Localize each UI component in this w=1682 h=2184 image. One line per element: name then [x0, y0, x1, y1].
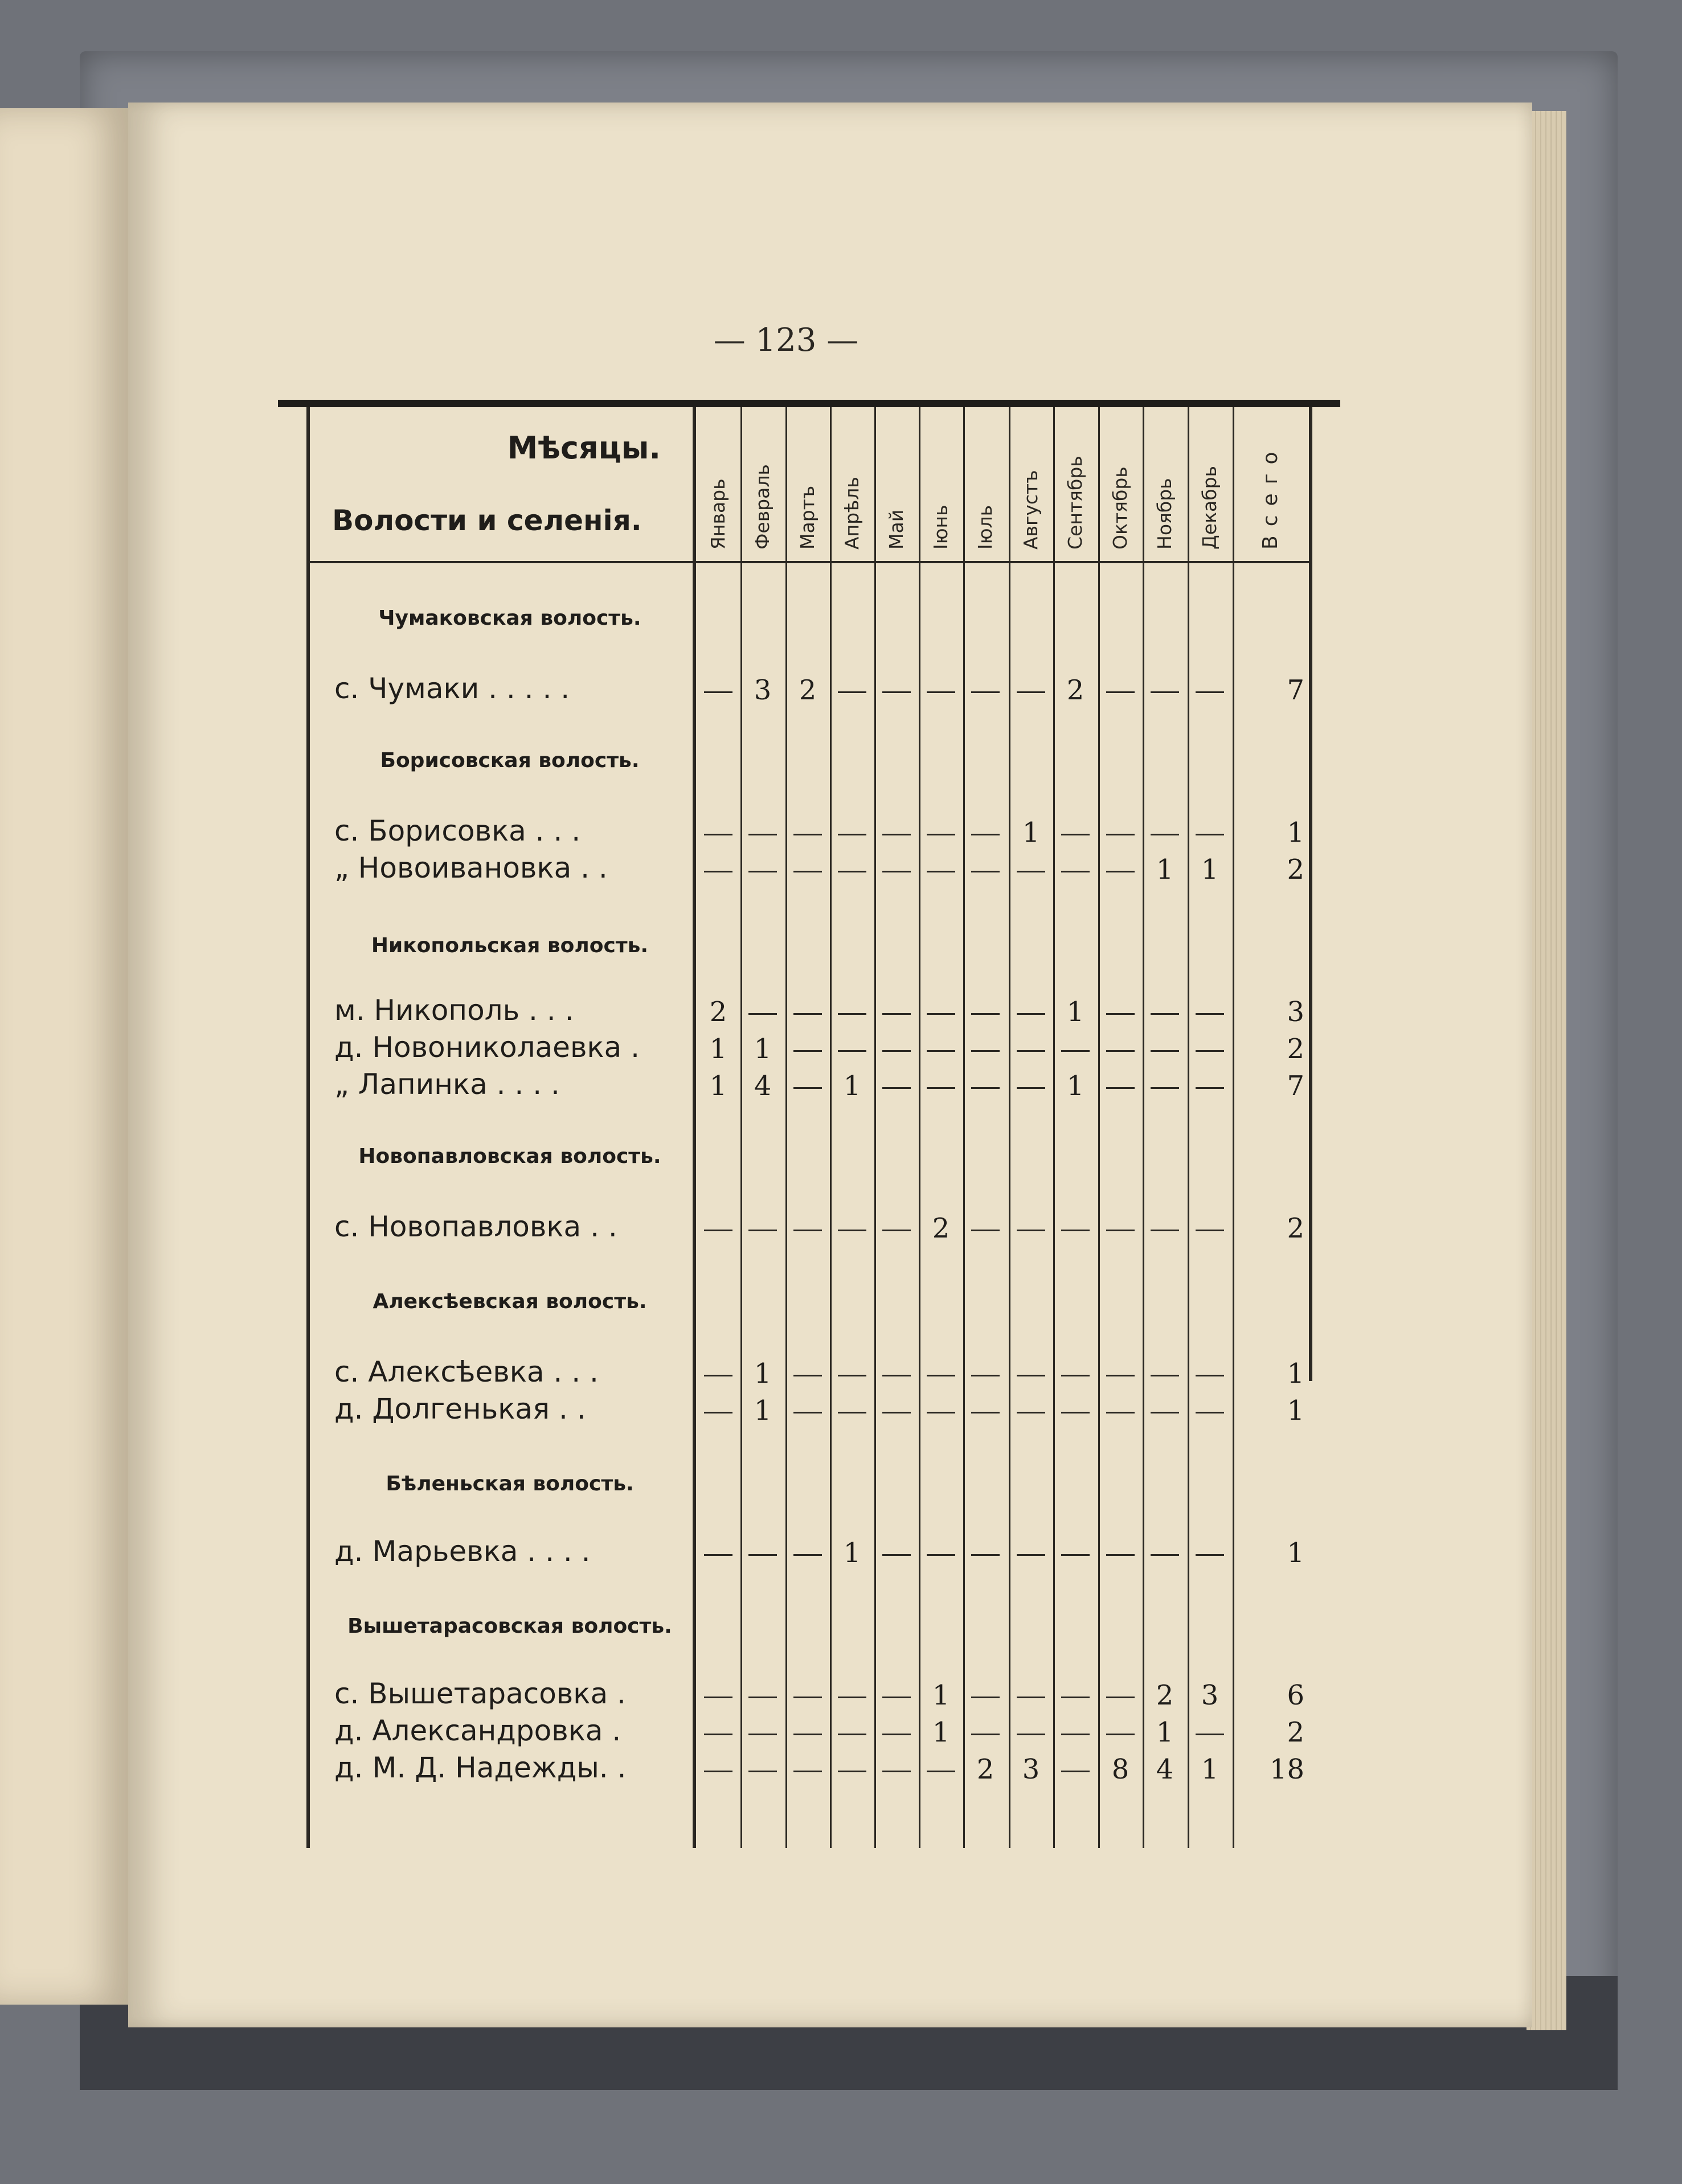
row-total: 6	[1287, 1679, 1304, 1711]
row-total: 3	[1287, 996, 1304, 1028]
empty-cell-dash	[1106, 691, 1135, 693]
empty-cell-dash	[1151, 691, 1179, 693]
empty-cell-dash	[1106, 1734, 1135, 1735]
empty-cell-dash	[971, 691, 1000, 693]
month-value: 1	[754, 1395, 772, 1427]
empty-cell-dash	[748, 1771, 777, 1772]
empty-cell-dash	[1106, 1554, 1135, 1556]
empty-cell-dash	[1196, 1412, 1224, 1413]
village-name: м. Никополь . . .	[334, 994, 574, 1027]
empty-cell-dash	[793, 871, 822, 872]
month-value: 3	[754, 674, 772, 706]
month-value: 1	[1066, 996, 1084, 1028]
empty-cell-dash	[1061, 1734, 1090, 1735]
row-total: 2	[1287, 1212, 1304, 1244]
month-header-1: Январь	[707, 478, 729, 550]
empty-cell-dash	[704, 1230, 732, 1231]
empty-cell-dash	[1017, 1087, 1045, 1089]
empty-cell-dash	[793, 1734, 822, 1735]
empty-cell-dash	[704, 1734, 732, 1735]
total-header: Всего	[1259, 442, 1282, 550]
empty-cell-dash	[793, 834, 822, 835]
empty-cell-dash	[882, 1230, 911, 1231]
empty-cell-dash	[882, 834, 911, 835]
month-value: 2	[709, 996, 727, 1028]
empty-cell-dash	[882, 1697, 911, 1698]
empty-cell-dash	[793, 1412, 822, 1413]
empty-cell-dash	[1106, 1412, 1135, 1413]
table-left-border	[306, 407, 310, 1848]
row-total: 1	[1287, 1537, 1304, 1569]
empty-cell-dash	[927, 691, 955, 693]
empty-cell-dash	[793, 1087, 822, 1089]
village-name: д. Новониколаевка .	[334, 1031, 640, 1064]
empty-cell-dash	[838, 1771, 866, 1772]
empty-cell-dash	[793, 1375, 822, 1376]
empty-cell-dash	[882, 1375, 911, 1376]
village-name: с. Алексѣевка . . .	[334, 1355, 599, 1388]
empty-cell-dash	[971, 1050, 1000, 1052]
month-value: 1	[932, 1679, 950, 1711]
month-column-divider	[1098, 407, 1100, 1848]
empty-cell-dash	[927, 834, 955, 835]
row-total: 2	[1287, 1716, 1304, 1748]
page-edges	[1527, 111, 1566, 2030]
empty-cell-dash	[838, 691, 866, 693]
empty-cell-dash	[1151, 1013, 1179, 1015]
row-total: 2	[1287, 854, 1304, 886]
empty-cell-dash	[1106, 1087, 1135, 1089]
empty-cell-dash	[748, 1230, 777, 1231]
month-column-divider	[1143, 407, 1144, 1848]
empty-cell-dash	[882, 1554, 911, 1556]
village-name: „ Лапинка . . . .	[334, 1068, 560, 1101]
empty-cell-dash	[1106, 1230, 1135, 1231]
empty-cell-dash	[1017, 691, 1045, 693]
month-value: 1	[843, 1537, 861, 1569]
empty-cell-dash	[1196, 1554, 1224, 1556]
row-total: 7	[1287, 674, 1304, 706]
empty-cell-dash	[704, 691, 732, 693]
empty-cell-dash	[1061, 1050, 1090, 1052]
empty-cell-dash	[748, 1013, 777, 1015]
empty-cell-dash	[748, 1554, 777, 1556]
month-value: 1	[754, 1033, 772, 1065]
month-value: 1	[754, 1358, 772, 1390]
empty-cell-dash	[971, 1697, 1000, 1698]
empty-cell-dash	[927, 1087, 955, 1089]
empty-cell-dash	[1017, 1554, 1045, 1556]
village-name: д. Александровка .	[334, 1714, 621, 1747]
empty-cell-dash	[1106, 1697, 1135, 1698]
empty-cell-dash	[704, 1375, 732, 1376]
empty-cell-dash	[793, 1554, 822, 1556]
header-divider	[308, 561, 1309, 563]
empty-cell-dash	[838, 1375, 866, 1376]
empty-cell-dash	[793, 1771, 822, 1772]
empty-cell-dash	[1061, 871, 1090, 872]
empty-cell-dash	[838, 1412, 866, 1413]
month-header-10: Октябрь	[1109, 466, 1131, 550]
empty-cell-dash	[704, 1771, 732, 1772]
district-heading: Чумаковская волость.	[378, 607, 641, 630]
month-header-5: Май	[885, 509, 907, 550]
empty-cell-dash	[971, 1230, 1000, 1231]
month-column-divider	[740, 407, 742, 1848]
empty-cell-dash	[882, 1771, 911, 1772]
month-column-divider	[1009, 407, 1010, 1848]
row-total: 1	[1287, 1395, 1304, 1427]
empty-cell-dash	[838, 834, 866, 835]
empty-cell-dash	[1017, 1412, 1045, 1413]
empty-cell-dash	[1017, 871, 1045, 872]
empty-cell-dash	[882, 871, 911, 872]
month-column-divider	[830, 407, 832, 1848]
month-header-2: Февраль	[751, 464, 774, 550]
month-value: 1	[709, 1033, 727, 1065]
empty-cell-dash	[838, 1230, 866, 1231]
month-header-8: Августъ	[1020, 470, 1042, 550]
empty-cell-dash	[1061, 1412, 1090, 1413]
empty-cell-dash	[1196, 1087, 1224, 1089]
empty-cell-dash	[1017, 1230, 1045, 1231]
empty-cell-dash	[1017, 1697, 1045, 1698]
empty-cell-dash	[882, 1412, 911, 1413]
month-value: 1	[1022, 817, 1040, 849]
month-value: 1	[1201, 854, 1219, 886]
month-header-12: Декабрь	[1198, 466, 1221, 550]
month-value: 3	[1022, 1753, 1040, 1785]
empty-cell-dash	[927, 871, 955, 872]
empty-cell-dash	[748, 1734, 777, 1735]
month-value: 4	[754, 1070, 772, 1102]
row-total: 7	[1287, 1070, 1304, 1102]
empty-cell-dash	[1151, 1087, 1179, 1089]
month-header-3: Мартъ	[796, 485, 819, 550]
empty-cell-dash	[971, 1013, 1000, 1015]
empty-cell-dash	[838, 1013, 866, 1015]
empty-cell-dash	[793, 1697, 822, 1698]
total-column-divider	[1233, 407, 1234, 1848]
month-header-4: Апрѣль	[841, 477, 863, 550]
month-value: 1	[843, 1070, 861, 1102]
empty-cell-dash	[1061, 834, 1090, 835]
empty-cell-dash	[793, 1050, 822, 1052]
month-header-11: Ноябрь	[1153, 478, 1176, 550]
month-header-6: Іюнь	[930, 505, 952, 550]
month-column-divider	[1053, 407, 1055, 1848]
empty-cell-dash	[1061, 1771, 1090, 1772]
empty-cell-dash	[927, 1771, 955, 1772]
month-value: 1	[932, 1716, 950, 1748]
page-number: — 123 —	[713, 322, 859, 359]
row-total: 2	[1287, 1033, 1304, 1065]
empty-cell-dash	[1196, 1734, 1224, 1735]
empty-cell-dash	[971, 1734, 1000, 1735]
empty-cell-dash	[971, 1087, 1000, 1089]
month-value: 1	[1066, 1070, 1084, 1102]
month-header-9: Сентябрь	[1064, 456, 1086, 550]
empty-cell-dash	[1106, 834, 1135, 835]
empty-cell-dash	[838, 1697, 866, 1698]
month-column-divider	[963, 407, 965, 1848]
district-heading: Борисовская волость.	[380, 749, 640, 772]
empty-cell-dash	[748, 834, 777, 835]
empty-cell-dash	[882, 1087, 911, 1089]
empty-cell-dash	[1196, 1375, 1224, 1376]
village-name: с. Вышетарасовка .	[334, 1677, 626, 1710]
empty-cell-dash	[927, 1013, 955, 1015]
empty-cell-dash	[1151, 1375, 1179, 1376]
month-value: 1	[1156, 1716, 1174, 1748]
empty-cell-dash	[1106, 1013, 1135, 1015]
empty-cell-dash	[1017, 1050, 1045, 1052]
month-value: 2	[1066, 674, 1084, 706]
empty-cell-dash	[1017, 1734, 1045, 1735]
empty-cell-dash	[1106, 871, 1135, 872]
row-total: 18	[1269, 1753, 1304, 1785]
empty-cell-dash	[793, 1230, 822, 1231]
month-value: 2	[1156, 1679, 1174, 1711]
empty-cell-dash	[1017, 1013, 1045, 1015]
empty-cell-dash	[882, 691, 911, 693]
empty-cell-dash	[971, 871, 1000, 872]
village-name: д. М. Д. Надежды. .	[334, 1751, 627, 1784]
row-total: 1	[1287, 817, 1304, 849]
empty-cell-dash	[1061, 1697, 1090, 1698]
empty-cell-dash	[1196, 1230, 1224, 1231]
month-column-divider	[1188, 407, 1189, 1848]
empty-cell-dash	[971, 834, 1000, 835]
header-months-title: Мѣсяцы.	[507, 430, 661, 466]
village-name: д. Долгенькая . .	[334, 1392, 586, 1425]
empty-cell-dash	[1196, 691, 1224, 693]
empty-cell-dash	[748, 1697, 777, 1698]
empty-cell-dash	[793, 1013, 822, 1015]
month-column-divider	[919, 407, 920, 1848]
empty-cell-dash	[838, 871, 866, 872]
empty-cell-dash	[704, 1697, 732, 1698]
empty-cell-dash	[1151, 1412, 1179, 1413]
village-name: с. Борисовка . . .	[334, 814, 581, 847]
row-total: 1	[1287, 1358, 1304, 1390]
month-value: 3	[1201, 1679, 1219, 1711]
empty-cell-dash	[927, 1412, 955, 1413]
empty-cell-dash	[704, 1412, 732, 1413]
empty-cell-dash	[927, 1375, 955, 1376]
district-heading: Новопавловская волость.	[358, 1145, 661, 1168]
table-right-border	[1309, 407, 1312, 1381]
empty-cell-dash	[838, 1050, 866, 1052]
month-column-divider	[785, 407, 787, 1848]
month-value: 1	[709, 1070, 727, 1102]
empty-cell-dash	[882, 1050, 911, 1052]
district-heading: Вышетарасовская волость.	[347, 1615, 672, 1638]
empty-cell-dash	[1061, 1375, 1090, 1376]
header-rows-title: Волости и селенія.	[332, 504, 642, 537]
empty-cell-dash	[704, 871, 732, 872]
month-value: 4	[1156, 1753, 1174, 1785]
empty-cell-dash	[1106, 1050, 1135, 1052]
district-heading: Никопольская волость.	[371, 934, 649, 957]
empty-cell-dash	[1017, 1375, 1045, 1376]
empty-cell-dash	[971, 1412, 1000, 1413]
month-value: 2	[932, 1212, 950, 1244]
empty-cell-dash	[1151, 1554, 1179, 1556]
empty-cell-dash	[704, 1554, 732, 1556]
month-value: 2	[976, 1753, 995, 1785]
village-name: с. Чумаки . . . . .	[334, 672, 570, 705]
district-heading: Бѣленьская волость.	[386, 1472, 634, 1495]
empty-cell-dash	[882, 1013, 911, 1015]
month-header-7: Іюль	[974, 505, 996, 550]
month-column-divider	[874, 407, 876, 1848]
empty-cell-dash	[704, 834, 732, 835]
village-name: с. Новопавловка . .	[334, 1210, 617, 1243]
empty-cell-dash	[882, 1734, 911, 1735]
empty-cell-dash	[927, 1554, 955, 1556]
empty-cell-dash	[1151, 834, 1179, 835]
empty-cell-dash	[1151, 1230, 1179, 1231]
empty-cell-dash	[927, 1050, 955, 1052]
empty-cell-dash	[1196, 1050, 1224, 1052]
empty-cell-dash	[971, 1375, 1000, 1376]
empty-cell-dash	[1061, 1554, 1090, 1556]
empty-cell-dash	[1061, 1230, 1090, 1231]
month-value: 2	[799, 674, 817, 706]
month-value: 1	[1201, 1753, 1219, 1785]
empty-cell-dash	[1196, 834, 1224, 835]
left-page-edge	[0, 108, 128, 2005]
empty-cell-dash	[1106, 1375, 1135, 1376]
empty-cell-dash	[838, 1734, 866, 1735]
month-value: 1	[1156, 854, 1174, 886]
village-name: „ Новоивановка . .	[334, 851, 608, 884]
empty-cell-dash	[748, 871, 777, 872]
empty-cell-dash	[971, 1554, 1000, 1556]
village-name: д. Марьевка . . . .	[334, 1535, 591, 1568]
month-value: 8	[1111, 1753, 1129, 1785]
empty-cell-dash	[1151, 1050, 1179, 1052]
empty-cell-dash	[1196, 1013, 1224, 1015]
district-heading: Алексѣевская волость.	[373, 1290, 647, 1313]
